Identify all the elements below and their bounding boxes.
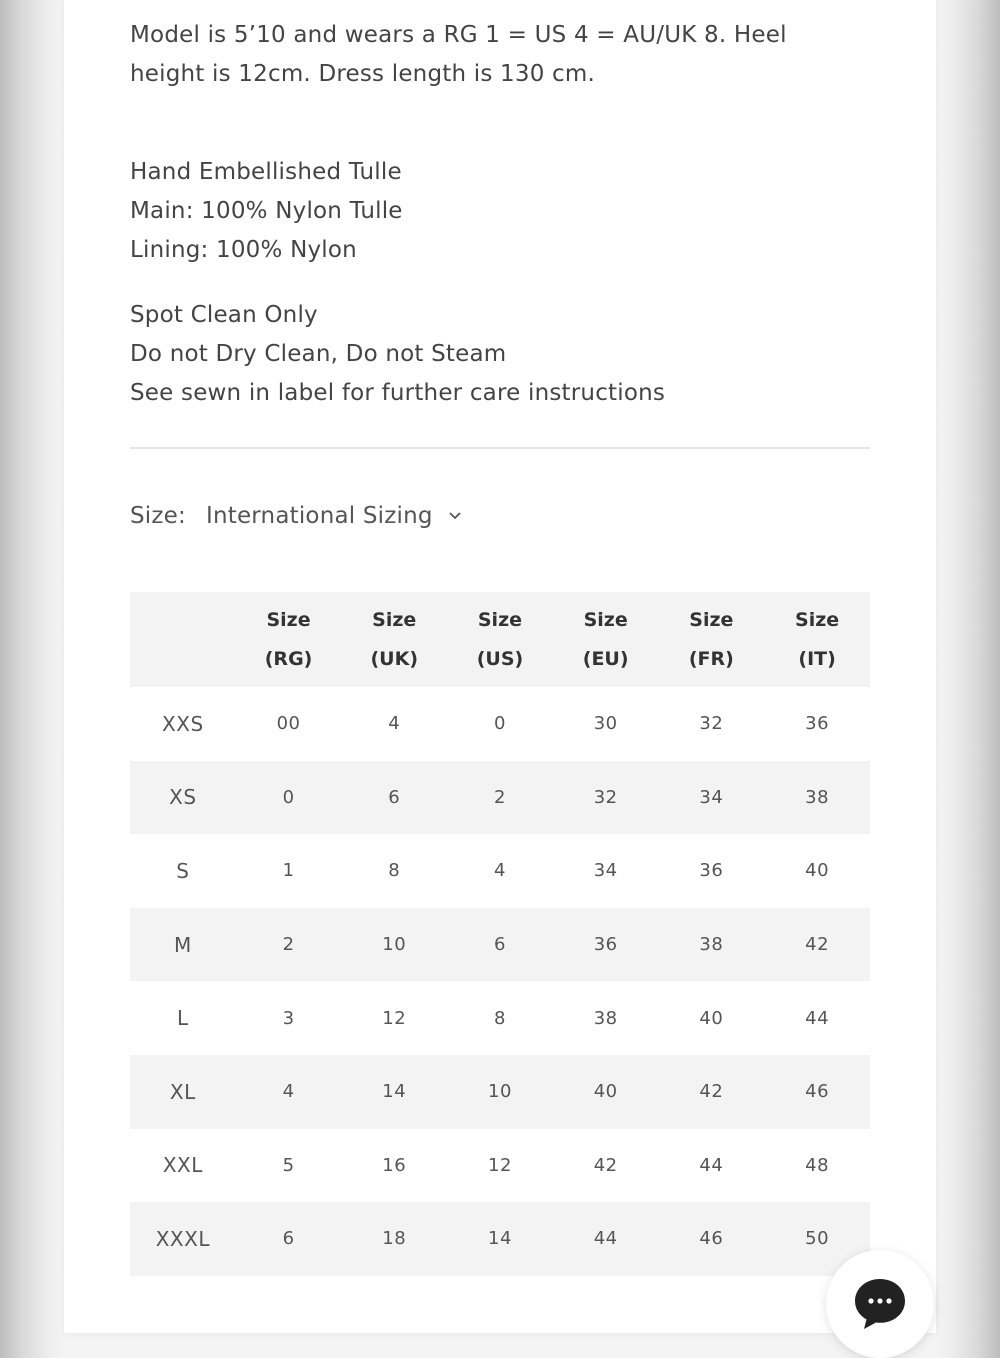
- size-label-cell: XL: [130, 1055, 236, 1129]
- fabric-line-2: Main: 100% Nylon Tulle: [130, 198, 403, 224]
- care-instructions: [130, 296, 870, 413]
- fabric-composition: [130, 153, 870, 270]
- size-value-cell: 38: [593, 1007, 618, 1029]
- size-value-cell: 42: [764, 908, 870, 982]
- column-header-bottom: (IT): [798, 647, 836, 670]
- size-system-dropdown[interactable]: [206, 503, 463, 529]
- column-header: [341, 592, 447, 687]
- fabric-line-3: Lining: 100% Nylon: [130, 237, 357, 263]
- column-header-bottom: (UK): [370, 647, 419, 670]
- column-header-bottom: (US): [476, 647, 524, 670]
- size-chart-table: [130, 592, 870, 1276]
- size-value-cell: 14: [447, 1202, 553, 1276]
- chat-bubble-icon: [852, 1276, 908, 1332]
- size-system-value: International Sizing: [205, 503, 433, 529]
- size-label-cell: S: [176, 858, 190, 883]
- table-row: [130, 834, 870, 908]
- size-value-cell: 3: [282, 1007, 295, 1029]
- size-value-cell: 4: [236, 1055, 342, 1129]
- size-value-cell: 8: [388, 860, 401, 882]
- size-value-cell: 34: [593, 860, 618, 882]
- size-value-cell: 44: [805, 1007, 830, 1029]
- size-value-cell: 8: [493, 1007, 506, 1029]
- size-chart-header-row: [130, 592, 870, 687]
- size-value-cell: 38: [659, 908, 765, 982]
- column-header-bottom: (EU): [582, 647, 629, 670]
- size-value-cell: 48: [805, 1154, 830, 1176]
- size-value-cell: 0: [236, 761, 342, 835]
- column-header-bottom: (FR): [688, 647, 734, 670]
- table-row: [130, 981, 870, 1055]
- size-value-cell: 40: [805, 860, 830, 882]
- size-value-cell: 1: [282, 860, 295, 882]
- size-value-cell: 40: [699, 1007, 724, 1029]
- table-row: [130, 1055, 870, 1129]
- size-value-cell: 2: [447, 761, 553, 835]
- column-header-top: Size: [583, 608, 628, 631]
- size-value-cell: 6: [341, 761, 447, 835]
- size-label-cell: L: [177, 1006, 189, 1031]
- column-header: [764, 592, 870, 687]
- size-value-cell: 10: [341, 908, 447, 982]
- size-value-cell: 38: [764, 761, 870, 835]
- column-header-top: Size: [477, 608, 523, 631]
- column-header-top: Size: [689, 608, 734, 631]
- size-value-cell: 14: [341, 1055, 447, 1129]
- size-value-cell: 4: [493, 860, 506, 882]
- size-label: Size:: [130, 503, 186, 529]
- column-header: [659, 592, 765, 687]
- size-value-cell: 46: [764, 1055, 870, 1129]
- description-line-2: height is 12cm. Dress length is 130 cm.: [130, 61, 596, 87]
- description-line-1: Model is 5’10 and wears a RG 1 = US 4 = AU/UK 8. Heel: [130, 22, 787, 48]
- size-value-cell: 2: [236, 908, 342, 982]
- fabric-line-1: Hand Embellished Tulle: [130, 159, 402, 185]
- table-row: [130, 1129, 870, 1203]
- size-value-cell: 4: [388, 713, 401, 735]
- column-header-top: Size: [372, 608, 417, 631]
- size-value-cell: 18: [341, 1202, 447, 1276]
- size-selector-row: [130, 503, 463, 529]
- chat-widget-button[interactable]: [826, 1250, 934, 1358]
- size-value-cell: 32: [553, 761, 659, 835]
- size-value-cell: 50: [764, 1202, 870, 1276]
- size-label-cell: XXS: [162, 711, 204, 736]
- table-row: [130, 687, 870, 761]
- chevron-down-icon: [447, 510, 463, 522]
- size-value-cell: 6: [236, 1202, 342, 1276]
- size-value-cell: 0: [493, 713, 506, 735]
- size-value-cell: 44: [553, 1202, 659, 1276]
- size-value-cell: 12: [488, 1154, 512, 1176]
- column-header-top: Size: [795, 608, 840, 631]
- table-row: [130, 761, 870, 835]
- size-value-cell: 6: [447, 908, 553, 982]
- size-value-cell: 36: [553, 908, 659, 982]
- size-value-cell: 46: [659, 1202, 765, 1276]
- table-row: [130, 908, 870, 982]
- size-chart-corner-cell: [130, 592, 236, 687]
- size-value-cell: 00: [276, 713, 301, 735]
- size-value-cell: 34: [659, 761, 765, 835]
- size-value-cell: 12: [382, 1007, 407, 1029]
- size-value-cell: 44: [699, 1154, 724, 1176]
- size-value-cell: 42: [659, 1055, 765, 1129]
- size-value-cell: 16: [382, 1154, 407, 1176]
- care-line-2: Do not Dry Clean, Do not Steam: [130, 341, 507, 367]
- column-header: [236, 592, 342, 687]
- care-line-1: Spot Clean Only: [130, 302, 318, 328]
- size-label-cell: XXL: [162, 1153, 203, 1178]
- size-label-cell: XS: [130, 761, 236, 835]
- size-label-cell: M: [130, 908, 236, 982]
- section-divider: [130, 447, 870, 449]
- size-value-cell: 30: [593, 713, 618, 735]
- size-value-cell: 42: [593, 1154, 618, 1176]
- size-value-cell: 10: [447, 1055, 553, 1129]
- table-row: [130, 1202, 870, 1276]
- model-description: [130, 16, 870, 94]
- size-value-cell: 36: [699, 860, 724, 882]
- column-header-top: Size: [266, 608, 311, 631]
- size-value-cell: 5: [282, 1154, 295, 1176]
- column-header-bottom: (RG): [264, 647, 313, 670]
- care-line-3: See sewn in label for further care instructions: [130, 380, 666, 406]
- product-details-panel: [64, 0, 936, 1333]
- size-label-cell: XXXL: [130, 1202, 236, 1276]
- column-header: [447, 592, 553, 687]
- size-value-cell: 36: [805, 713, 830, 735]
- column-header: [553, 592, 659, 687]
- size-value-cell: 40: [553, 1055, 659, 1129]
- size-value-cell: 32: [699, 713, 724, 735]
